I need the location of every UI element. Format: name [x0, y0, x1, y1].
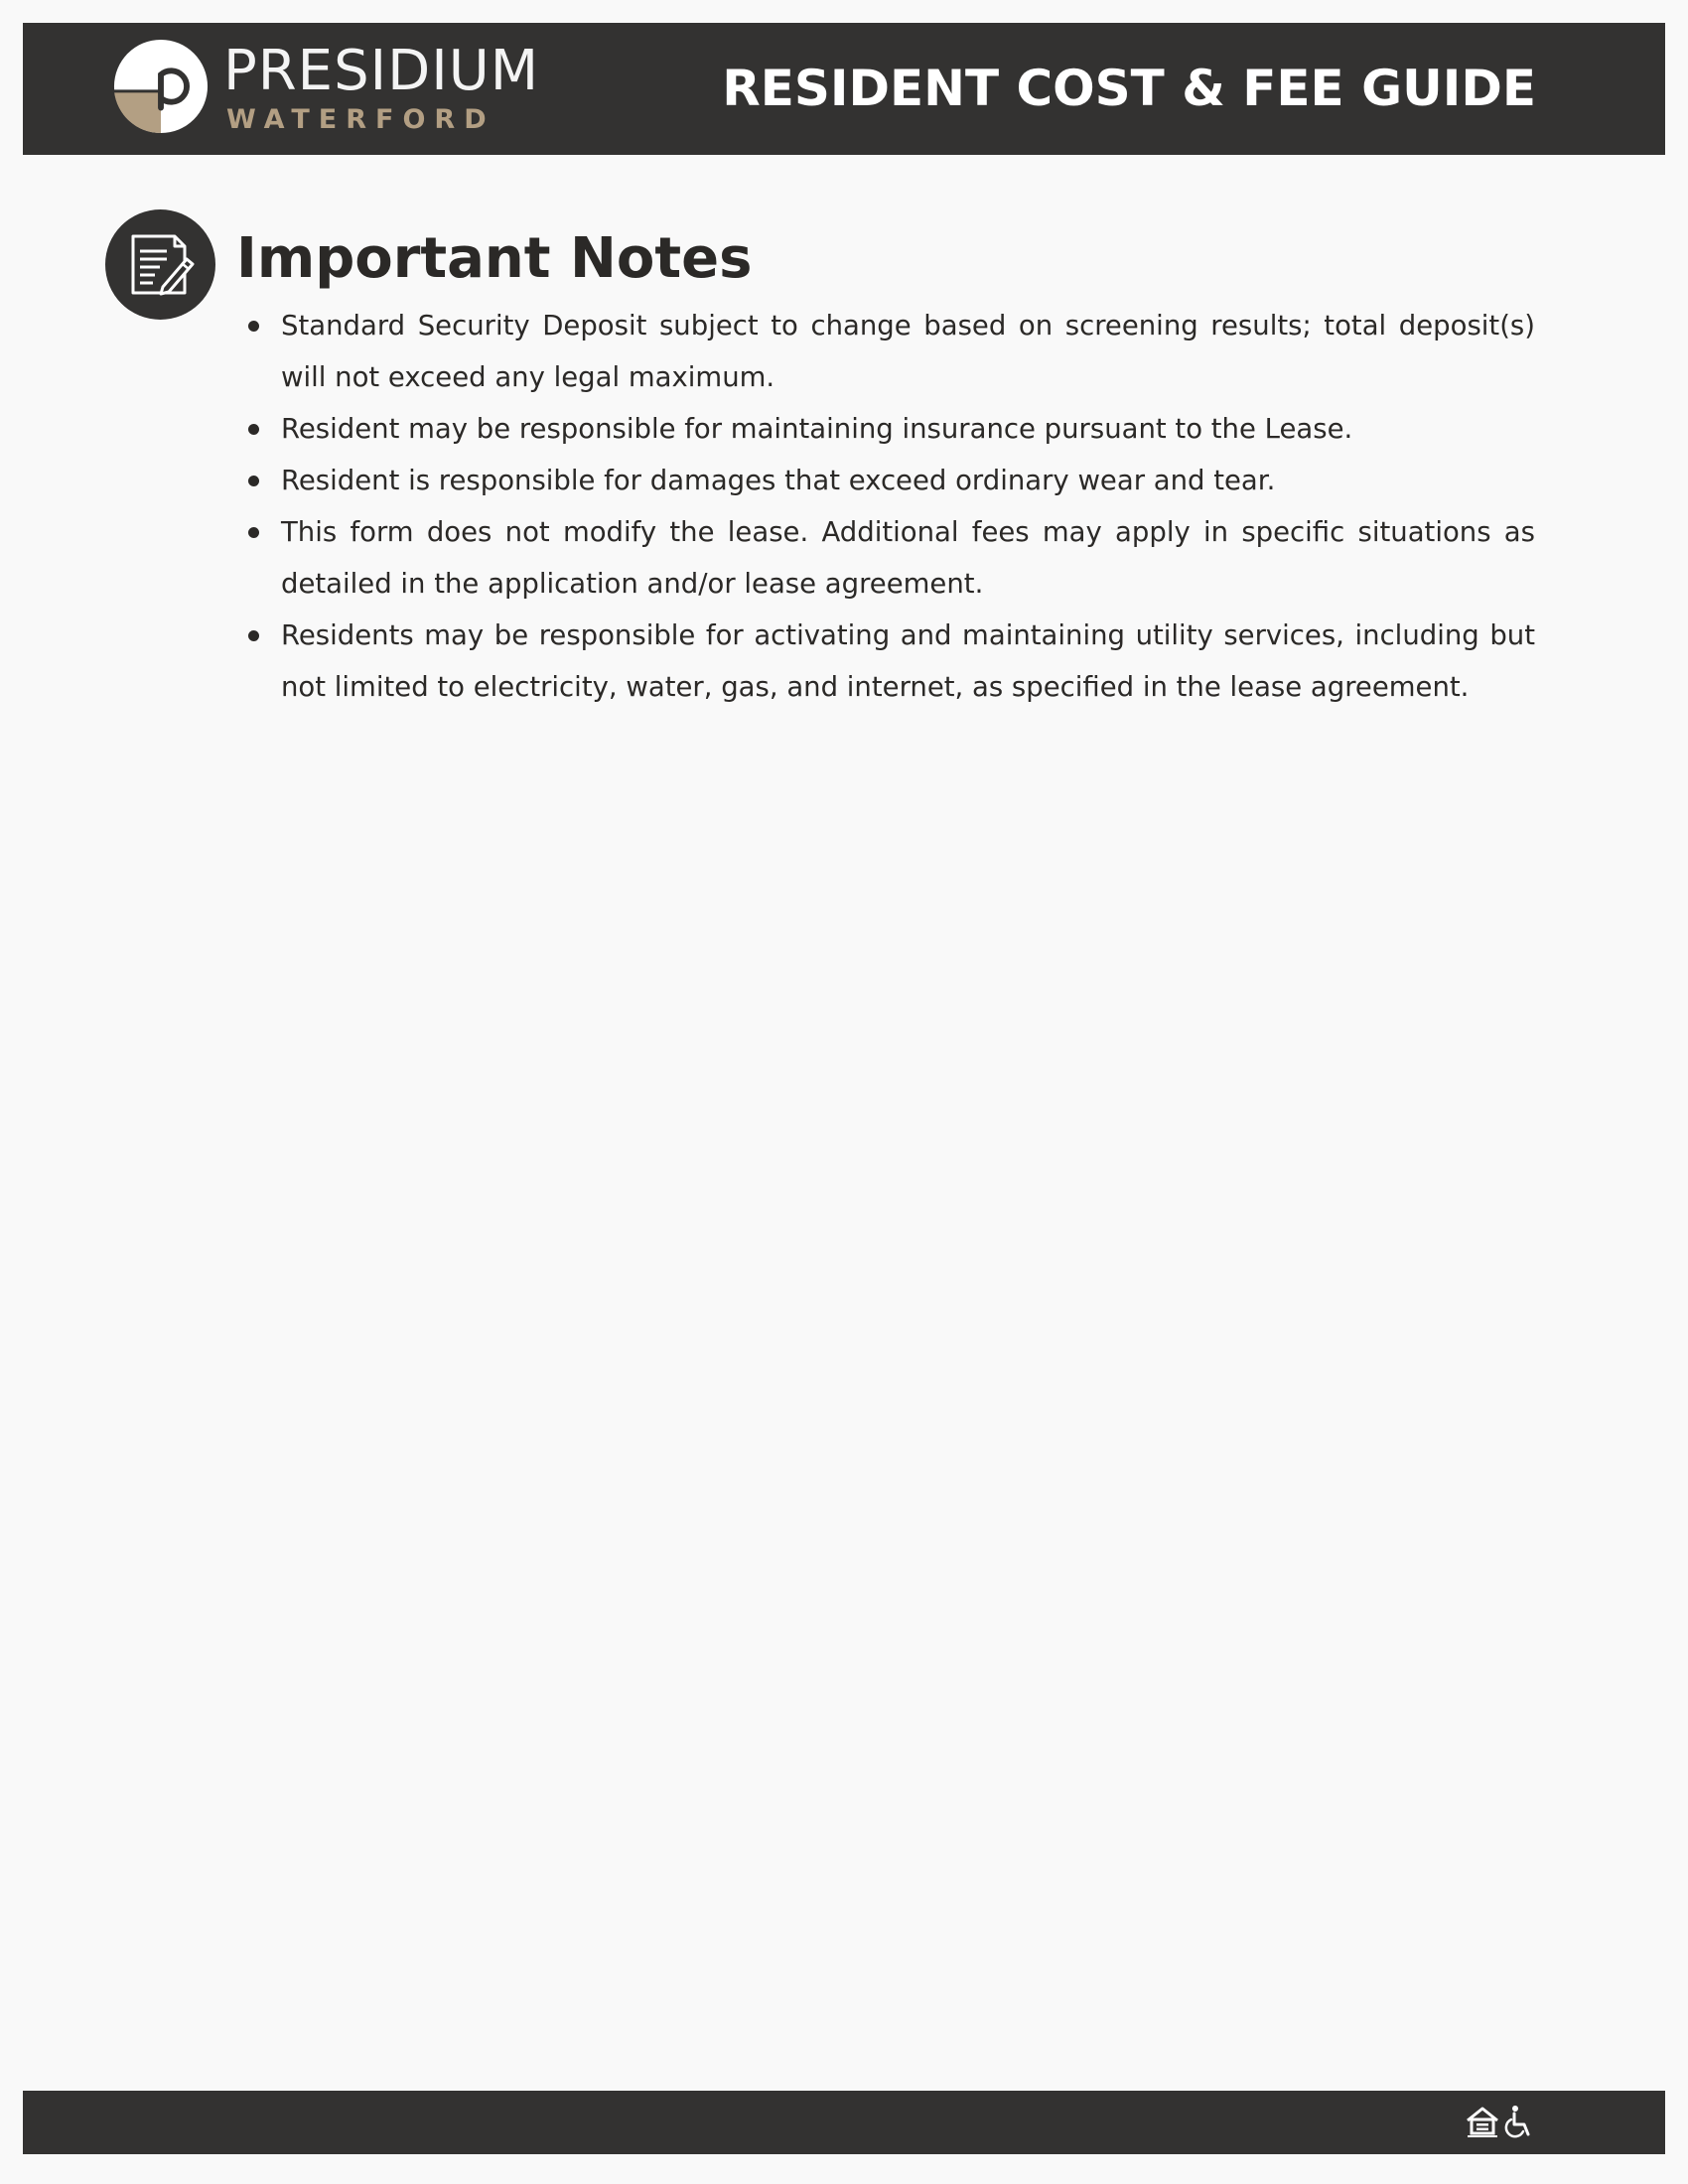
accessibility-icon	[1504, 2105, 1534, 2140]
list-item: Resident may be responsible for maintaining insurance pursuant to the Lease.	[281, 403, 1535, 455]
section-title: Important Notes	[236, 226, 753, 291]
presidium-logo-mark-icon	[112, 38, 210, 135]
list-item: This form does not modify the lease. Additional fees may apply in specific situations as detailed in the application and/or lease agreement.	[281, 506, 1535, 610]
list-item: Standard Security Deposit subject to change based on screening results; total deposit(s) will not exceed any legal maximum.	[281, 300, 1535, 403]
page-title: RESIDENT COST & FEE GUIDE	[722, 60, 1536, 117]
document-edit-icon	[105, 209, 215, 320]
logo-wordmark: PRESIDIUM	[223, 39, 540, 103]
list-item: Resident is responsible for damages that exceed ordinary wear and tear.	[281, 455, 1535, 506]
logo-subtitle: WATERFORD	[226, 104, 495, 135]
list-item: Residents may be responsible for activating and maintaining utility services, including but not limited to electricity, water, gas, and internet, as specified in the lease agreement.	[281, 610, 1535, 713]
presidium-waterford-logo	[112, 38, 589, 142]
notes-list	[281, 300, 1535, 713]
equal-housing-opportunity-icon	[1465, 2105, 1500, 2140]
footer-bar	[23, 2091, 1665, 2154]
header-bar	[23, 23, 1665, 155]
